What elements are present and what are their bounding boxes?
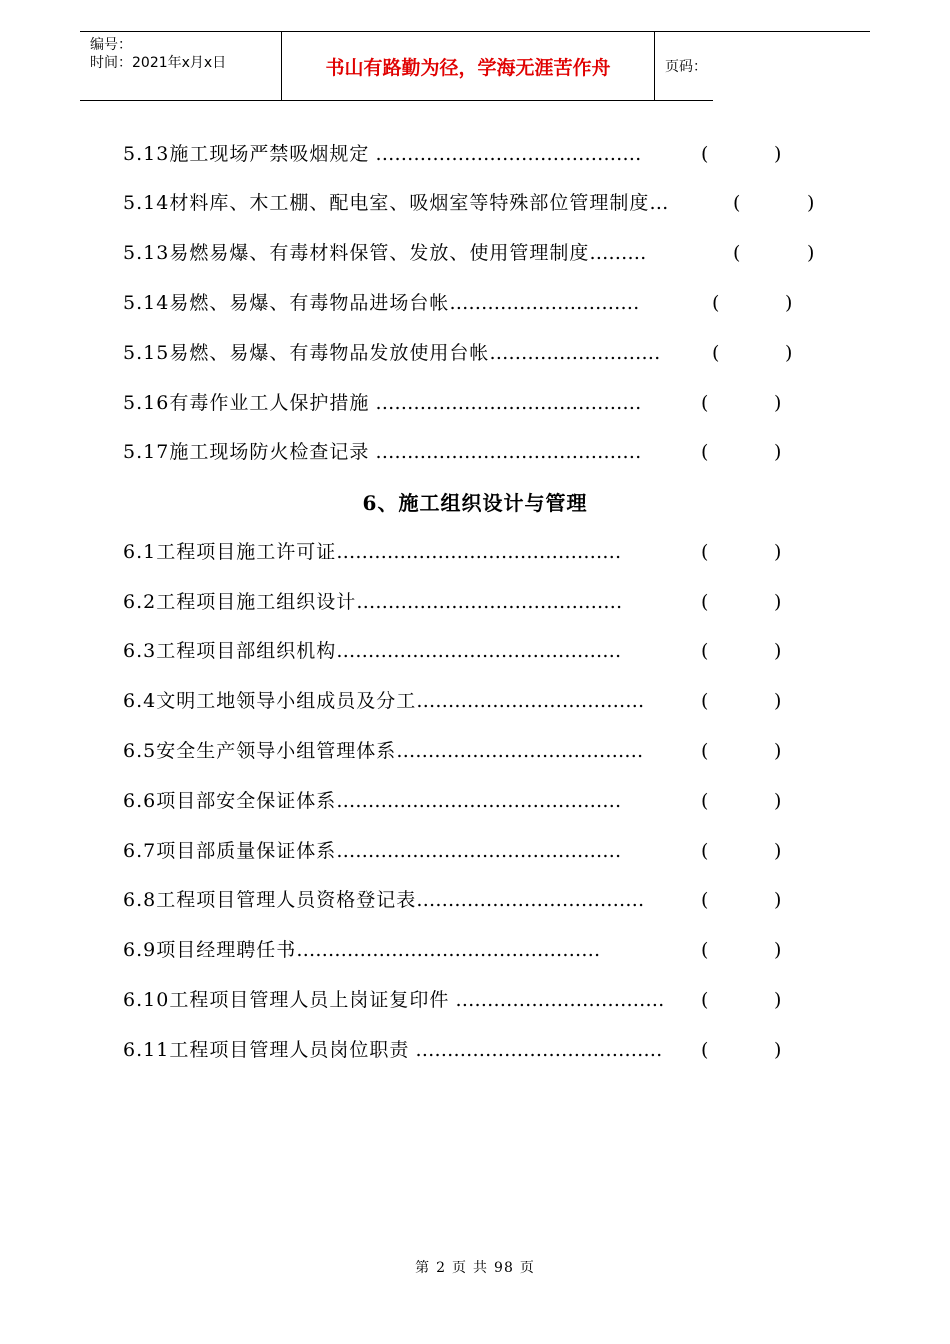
close-paren: ) — [774, 939, 783, 961]
open-paren: ( — [701, 790, 710, 812]
toc-item — [123, 139, 783, 169]
open-paren: ( — [701, 740, 710, 762]
item-title: 项目经理聘任书 — [156, 939, 297, 961]
item-number: 6.4 — [123, 690, 157, 712]
close-paren: ) — [774, 690, 783, 712]
toc-item — [123, 188, 816, 218]
item-title: 施工现场严禁吸烟规定 — [169, 143, 370, 165]
open-paren: ( — [701, 640, 710, 662]
leader-dots: ……………………… — [489, 342, 661, 364]
item-number: 6.1 — [123, 541, 157, 563]
toc-item — [123, 985, 783, 1015]
open-paren: ( — [701, 591, 710, 613]
section-title: 6、施工组织设计与管理 — [362, 491, 588, 515]
item-number: 5.17 — [123, 441, 170, 463]
close-paren: ) — [774, 392, 783, 414]
item-title: 工程项目管理人员资格登记表 — [156, 889, 417, 911]
item-title: 项目部安全保证体系 — [156, 790, 337, 812]
item-title: 工程项目施工许可证 — [156, 541, 337, 563]
item-number: 5.13 — [123, 143, 170, 165]
close-paren: ) — [774, 840, 783, 862]
leader-dots: ……………………………………… — [336, 640, 622, 662]
toc-item — [123, 288, 794, 318]
close-paren: ) — [774, 143, 783, 165]
open-paren: ( — [712, 292, 721, 314]
toc-item — [123, 338, 794, 368]
item-title: 项目部质量保证体系 — [156, 840, 337, 862]
close-paren: ) — [774, 541, 783, 563]
close-paren: ) — [774, 591, 783, 613]
close-paren: ) — [774, 640, 783, 662]
item-title: 易燃、易爆、有毒物品发放使用台帐 — [169, 342, 490, 364]
open-paren: ( — [701, 1039, 710, 1061]
leader-dots: … — [649, 192, 669, 214]
toc-item — [123, 388, 783, 418]
open-paren: ( — [701, 939, 710, 961]
leader-dots: ………………………………… — [396, 740, 644, 762]
leader-dots: …………………………………… — [369, 392, 642, 414]
item-number: 6.5 — [123, 740, 157, 762]
toc-item — [123, 786, 783, 816]
item-number: 6.8 — [123, 889, 157, 911]
open-paren: ( — [701, 392, 710, 414]
code-label: 编号： — [90, 37, 132, 53]
header-meta-cell — [80, 32, 282, 100]
item-title: 易燃易爆、有毒材料保管、发放、使用管理制度 — [169, 242, 590, 264]
item-title: 工程项目施工组织设计 — [156, 591, 357, 613]
leader-dots: ……………………………………… — [336, 541, 622, 563]
close-paren: ) — [807, 242, 816, 264]
header-motto: 书山有路勤为径，学海无涯苦作舟 — [282, 32, 655, 100]
toc-item — [123, 587, 783, 617]
date-label: 时间：2021年x月x日 — [90, 55, 227, 71]
page-footer — [0, 1257, 950, 1277]
toc-item — [123, 935, 783, 965]
item-number: 5.15 — [123, 342, 170, 364]
open-paren: ( — [701, 840, 710, 862]
item-number: 6.10 — [123, 989, 170, 1011]
open-paren: ( — [701, 889, 710, 911]
open-paren: ( — [701, 541, 710, 563]
leader-dots: ……… — [589, 242, 647, 264]
close-paren: ) — [774, 989, 783, 1011]
open-paren: ( — [701, 441, 710, 463]
current-page-number: 2 — [436, 1260, 447, 1276]
item-number: 5.13 — [123, 242, 170, 264]
close-paren: ) — [774, 889, 783, 911]
item-title: 文明工地领导小组成员及分工 — [156, 690, 417, 712]
footer-text: 页 — [519, 1260, 535, 1276]
close-paren: ) — [785, 342, 794, 364]
open-paren: ( — [733, 242, 742, 264]
open-paren: ( — [733, 192, 742, 214]
item-title: 有毒作业工人保护措施 — [169, 392, 370, 414]
footer-text: 共 — [473, 1260, 489, 1276]
item-title: 工程项目部组织机构 — [156, 640, 337, 662]
toc-item — [123, 836, 783, 866]
open-paren: ( — [712, 342, 721, 364]
close-paren: ) — [774, 1039, 783, 1061]
leader-dots: ………………………………………… — [296, 939, 601, 961]
leader-dots: …………………………………… — [369, 441, 642, 463]
open-paren: ( — [701, 690, 710, 712]
item-title: 易燃、易爆、有毒物品进场台帐 — [169, 292, 450, 314]
leader-dots: ……………………………………… — [336, 790, 622, 812]
item-title: 工程项目管理人员岗位职责 — [169, 1039, 410, 1061]
leader-dots: ……………………………… — [416, 690, 645, 712]
item-number: 6.7 — [123, 840, 157, 862]
toc-item — [123, 686, 783, 716]
item-title: 工程项目管理人员上岗证复印件 — [169, 989, 450, 1011]
close-paren: ) — [807, 192, 816, 214]
item-number: 6.2 — [123, 591, 157, 613]
footer-text: 第 — [415, 1260, 431, 1276]
item-title: 施工现场防火检查记录 — [169, 441, 370, 463]
leader-dots: ………………………………… — [409, 1039, 663, 1061]
toc-item — [123, 1035, 783, 1065]
toc-item — [123, 736, 783, 766]
item-number: 6.11 — [123, 1039, 170, 1061]
item-number: 6.6 — [123, 790, 157, 812]
item-number: 5.16 — [123, 392, 170, 414]
leader-dots: ……………………………………… — [336, 840, 622, 862]
item-number: 6.3 — [123, 640, 157, 662]
leader-dots: ……………………………… — [416, 889, 645, 911]
close-paren: ) — [785, 292, 794, 314]
close-paren: ) — [774, 740, 783, 762]
toc-item — [123, 885, 783, 915]
close-paren: ) — [774, 790, 783, 812]
header-divider — [80, 100, 713, 101]
total-page-count: 98 — [494, 1260, 514, 1276]
toc-item — [123, 238, 816, 268]
item-number: 6.9 — [123, 939, 157, 961]
leader-dots: …………………………… — [449, 989, 665, 1011]
item-title: 安全生产领导小组管理体系 — [156, 740, 397, 762]
leader-dots: …………………………………… — [369, 143, 642, 165]
open-paren: ( — [701, 989, 710, 1011]
toc-item — [123, 437, 783, 467]
toc-item — [123, 636, 783, 666]
toc-item — [123, 537, 783, 567]
item-number: 5.14 — [123, 292, 170, 314]
footer-text: 页 — [452, 1260, 468, 1276]
item-number: 5.14 — [123, 192, 170, 214]
item-title: 材料库、木工棚、配电室、吸烟室等特殊部位管理制度 — [169, 192, 650, 214]
close-paren: ) — [774, 441, 783, 463]
leader-dots: …………………………………… — [356, 591, 623, 613]
page-number-label: 页码： — [665, 59, 707, 75]
leader-dots: ………………………… — [449, 292, 640, 314]
page-header — [80, 31, 870, 101]
open-paren: ( — [701, 143, 710, 165]
